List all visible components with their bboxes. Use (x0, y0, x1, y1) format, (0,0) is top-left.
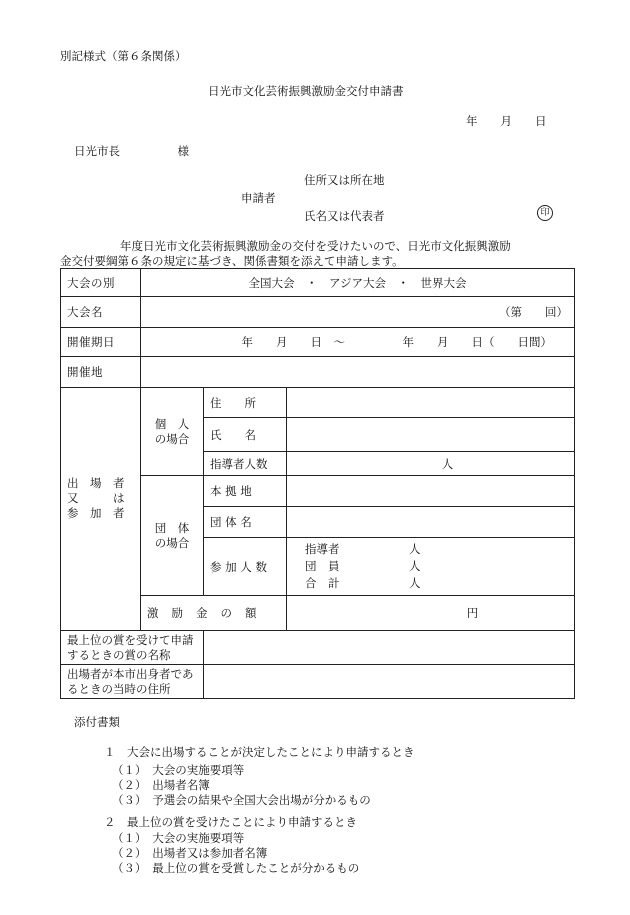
row-period (61, 328, 575, 357)
row-award (61, 631, 575, 665)
group-name-field[interactable] (287, 507, 575, 538)
row-individual-address (61, 388, 575, 418)
row-venue (61, 357, 575, 388)
attachment-1-item-3: （３） 予選会の結果や全国大会出場が分かるもの (112, 793, 371, 807)
attachment-1-item-1: （１） 大会の実施要項等 (112, 763, 245, 777)
attachment-2-item-3: （３） 最上位の賞を受賞したことが分かるもの (112, 861, 360, 875)
amount-field[interactable]: 円 (287, 596, 575, 631)
individual-coaches-label: 指導者人数 (204, 452, 287, 476)
applicant-label: 申請者 (241, 191, 276, 205)
attachment-section-2-title: ２ 最上位の賞を受けたことにより申請するとき (104, 815, 357, 829)
intro-line-1: 年度日光市文化芸術振興激励金の交付を受けたいので、日光市文化振興激励 (120, 239, 511, 253)
group-base-label: 本 拠 地 (204, 476, 287, 507)
individual-case-label: 個 人 の場合 (141, 388, 204, 476)
individual-coaches-field[interactable]: 人 (287, 452, 575, 476)
period-field[interactable]: 年 月 日 ～ 年 月 日（ 日間） (141, 328, 575, 357)
group-count-members: 団 員 人 (305, 559, 421, 573)
event-name-field[interactable] (141, 297, 575, 328)
event-type-label: 大会の別 (61, 269, 141, 297)
event-type-options[interactable]: 全国大会 ・ アジア大会 ・ 世界大会 (141, 269, 575, 297)
row-hometown (61, 665, 575, 699)
applicant-address-label: 住所又は所在地 (304, 173, 385, 187)
individual-name-label: 氏 名 (204, 418, 287, 452)
date-line: 年 月 日 (466, 114, 547, 128)
attachment-2-item-1: （１） 大会の実施要項等 (112, 831, 245, 845)
form-title: 日光市文化芸術振興激励金交付申請書 (208, 84, 404, 98)
attachment-section-1-title: １ 大会に出場することが決定したことにより申請するとき (104, 745, 415, 759)
attachment-1-item-2: （２） 出場者名簿 (112, 778, 210, 792)
hometown-field[interactable] (204, 665, 575, 699)
application-table (60, 268, 575, 699)
award-label: 最上位の賞を受けて申請するときの賞の名称 (61, 631, 204, 665)
group-name-label: 団 体 名 (204, 507, 287, 538)
event-edition-suffix: （第 回） (499, 305, 568, 319)
hometown-label: 出場者が本市出身者であるときの当時の住所 (61, 665, 204, 699)
attachments-heading: 添付書類 (74, 715, 120, 729)
seal-mark: 印 (537, 205, 553, 221)
row-event-type (61, 269, 575, 297)
individual-address-label: 住 所 (204, 388, 287, 418)
intro-line-2: 金交付要綱第６条の規定に基づき、関係書類を添えて申請します。 (60, 254, 404, 268)
individual-address-field[interactable] (287, 388, 575, 418)
period-label: 開催期日 (61, 328, 141, 357)
venue-field[interactable] (141, 357, 575, 388)
group-count-label: 参 加 人 数 (204, 538, 287, 596)
form-reference: 別記様式（第６条関係） (60, 49, 187, 63)
venue-label: 開催地 (61, 357, 141, 388)
row-event-name (61, 297, 575, 328)
attachment-2-item-2: （２） 出場者又は参加者名簿 (112, 846, 268, 860)
group-base-field[interactable] (287, 476, 575, 507)
group-count-coaches: 指導者 人 (305, 542, 421, 556)
applicant-name-label: 氏名又は代表者 (304, 209, 385, 223)
addressee: 日光市長 様 (74, 144, 189, 158)
participants-label: 出 場 者 又 は 参 加 者 (61, 388, 141, 631)
group-count-total: 合 計 人 (305, 576, 421, 590)
amount-label: 激励金の額 (141, 596, 287, 631)
group-case-label: 団 体 の場合 (141, 476, 204, 596)
individual-name-field[interactable] (287, 418, 575, 452)
group-count-field[interactable] (287, 538, 575, 596)
event-name-label: 大会名 (61, 297, 141, 328)
award-field[interactable] (204, 631, 575, 665)
